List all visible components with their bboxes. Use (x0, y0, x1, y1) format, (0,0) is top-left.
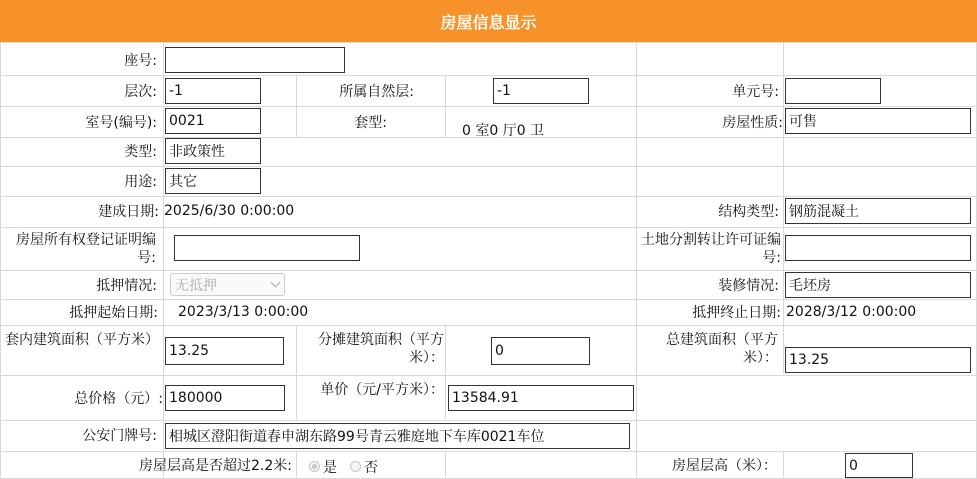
decoration-label: 装修情况: (718, 278, 779, 294)
height-over-yes-radio[interactable] (309, 461, 320, 472)
page-header (0, 0, 977, 42)
mortgage-start-label: 抵押起始日期: (69, 305, 158, 321)
grid-line (163, 42, 164, 479)
natural-floor-label: 所属自然层: (339, 84, 414, 100)
mortgage-end-label: 抵押终止日期: (692, 305, 781, 321)
inner-area-input[interactable] (165, 337, 284, 365)
floor-label: 层次: (124, 84, 157, 100)
usage-input[interactable] (165, 168, 261, 194)
grid-line (0, 196, 977, 197)
mortgage-select[interactable] (170, 273, 285, 296)
grid-line (0, 75, 977, 76)
height-label: 房屋层高（米）： (672, 458, 777, 474)
decoration-input[interactable] (785, 272, 971, 298)
grid-line (296, 451, 297, 478)
grid-line (0, 420, 977, 421)
grid-line (0, 299, 977, 300)
shared-area-input[interactable] (491, 337, 590, 365)
total-price-input[interactable] (165, 385, 285, 411)
height-over-no-radio[interactable] (350, 461, 361, 472)
grid-line (445, 451, 446, 478)
grid-line (783, 42, 784, 196)
shared-area-label: 分摊建筑面积（平方米）： (318, 332, 444, 366)
structure-input[interactable] (785, 198, 971, 224)
page-title: 房屋信息显示 (440, 12, 537, 32)
mortgage-select-value: 无抵押 (175, 277, 217, 294)
seat-no-input[interactable] (165, 47, 345, 73)
grid-line (0, 166, 977, 167)
seat-no-label: 座号: (124, 53, 157, 69)
type-input[interactable] (165, 138, 261, 164)
room-no-label: 室号(编号): (85, 115, 157, 131)
grid-line (296, 325, 297, 419)
grid-line (0, 106, 977, 107)
build-date-value: 2025/6/30 0:00:00 (164, 203, 295, 219)
height-over-yes-label: 是 (323, 460, 337, 476)
grid-line (0, 227, 977, 228)
grid-line (783, 451, 784, 478)
inner-area-label: 套内建筑面积（平方米） (5, 332, 159, 348)
total-price-label: 总价格（元）: (74, 391, 163, 407)
grid-line (0, 375, 977, 376)
natural-floor-input[interactable] (493, 78, 589, 104)
nature-input[interactable] (785, 108, 971, 134)
layout-hall-unit: 厅 (502, 123, 517, 139)
chevron-down-icon (271, 278, 281, 288)
layout-value (462, 120, 544, 140)
total-area-label: 总建筑面积（平方米）： (666, 332, 778, 366)
total-area-input[interactable] (785, 347, 971, 373)
grid-line (445, 325, 446, 419)
structure-label: 结构类型: (718, 204, 779, 220)
unit-price-label: 单价（元/平方米）： (320, 382, 444, 398)
floor-input[interactable] (165, 78, 261, 104)
land-permit-no-input[interactable] (785, 235, 971, 261)
grid-line (0, 270, 977, 271)
height-over-label: 房屋层高是否超过2.2米: (139, 458, 292, 474)
police-address-label: 公安门牌号: (82, 428, 157, 444)
height-input[interactable] (845, 453, 913, 478)
police-address-input[interactable] (165, 423, 630, 449)
unit-no-input[interactable] (785, 78, 881, 104)
build-date-label: 建成日期: (98, 204, 159, 220)
mortgage-start-value: 2023/3/13 0:00:00 (178, 304, 309, 320)
cert-no-input[interactable] (174, 235, 360, 261)
land-permit-no-label: 土地分割转让许可证编号: (641, 232, 781, 266)
usage-label: 用途: (124, 174, 157, 190)
grid-line (445, 75, 446, 137)
type-label: 类型: (124, 144, 157, 160)
room-no-input[interactable] (165, 108, 261, 134)
layout-rooms: 0 (462, 123, 471, 139)
height-over-no-label: 否 (364, 460, 378, 476)
grid-line (0, 451, 977, 452)
grid-line (0, 325, 977, 326)
layout-room-unit: 室 (475, 123, 490, 139)
unit-no-label: 单元号: (732, 84, 779, 100)
nature-label: 房屋性质: (722, 115, 783, 131)
layout-halls: 0 (489, 123, 499, 139)
layout-label: 套型: (354, 115, 387, 131)
grid-line (0, 42, 977, 43)
mortgage-label: 抵押情况: (96, 278, 157, 294)
unit-price-input[interactable] (448, 385, 634, 411)
layout-baths: 0 (516, 123, 526, 139)
mortgage-end-value: 2028/3/12 0:00:00 (786, 304, 917, 320)
layout-bath-unit: 卫 (530, 123, 545, 139)
grid-line (783, 196, 784, 374)
cert-no-label: 房屋所有权登记证明编号: (16, 232, 156, 266)
